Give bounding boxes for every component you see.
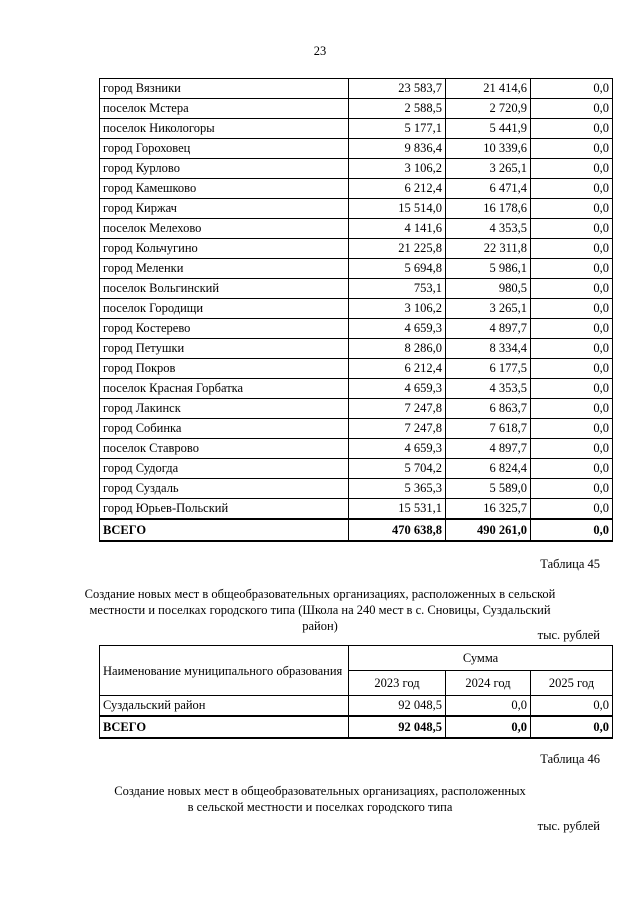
cell-value-2: 6 824,4 [446,459,531,479]
cell-value-3: 0,0 [531,239,613,259]
table-row [100,99,613,119]
table-row [100,359,613,379]
table-row [100,179,613,199]
cell-value-1: 4 141,6 [349,219,446,239]
cell-value-3: 0,0 [531,219,613,239]
header-year-2024: 2024 год [446,671,531,696]
cell-value-2: 4 897,7 [446,319,531,339]
table-row [100,419,613,439]
page-number: 23 [313,44,327,58]
table-row [100,219,613,239]
table-45-header-row [100,646,613,671]
cell-value-3: 0,0 [531,319,613,339]
table-row [100,459,613,479]
cell-value-1: 6 212,4 [349,359,446,379]
cell-value-3: 0,0 [531,696,613,717]
cell-name: город Собинка [100,419,349,439]
cell-value-3: 0,0 [531,359,613,379]
total-row [100,716,613,738]
cell-name: поселок Красная Горбатка [100,379,349,399]
cell-value-2: 6 863,7 [446,399,531,419]
cell-value-2: 5 589,0 [446,479,531,499]
cell-value-3: 0,0 [531,279,613,299]
cell-name: город Юрьев-Польский [100,499,349,520]
cell-name: город Курлово [100,159,349,179]
cell-value-1: 4 659,3 [349,379,446,399]
cell-name: город Судогда [100,459,349,479]
cell-value-1: 470 638,8 [349,519,446,541]
table-45-title [0,586,640,634]
cell-value-2: 0,0 [446,716,531,738]
total-row [100,519,613,541]
cell-value-2: 3 265,1 [446,159,531,179]
cell-value-1: 3 106,2 [349,159,446,179]
table-row [100,279,613,299]
cell-value-1: 92 048,5 [349,716,446,738]
header-municipality: Наименование муниципального образования [100,646,349,696]
cell-value-3: 0,0 [531,499,613,520]
table-45-unit: тыс. рублей [537,628,600,642]
cell-value-2: 22 311,8 [446,239,531,259]
header-year-2025: 2025 год [531,671,613,696]
cell-name: ВСЕГО [100,716,349,738]
cell-value-2: 7 618,7 [446,419,531,439]
table-row [100,139,613,159]
cell-value-1: 5 704,2 [349,459,446,479]
cell-value-2: 8 334,4 [446,339,531,359]
cell-value-2: 10 339,6 [446,139,531,159]
table-row [100,696,613,717]
cell-value-1: 6 212,4 [349,179,446,199]
cell-name: город Камешково [100,179,349,199]
cell-value-1: 4 659,3 [349,319,446,339]
cell-value-1: 8 286,0 [349,339,446,359]
cell-name: город Вязники [100,79,349,99]
table-46-label: Таблица 46 [540,752,600,766]
table-45-title-line-1: Создание новых мест в общеобразовательных организациях, расположенных в сельской [84,587,556,601]
cell-value-3: 0,0 [531,439,613,459]
cell-value-2: 6 471,4 [446,179,531,199]
table-row [100,259,613,279]
cell-value-1: 7 247,8 [349,419,446,439]
cell-value-3: 0,0 [531,159,613,179]
table-45-label: Таблица 45 [540,557,600,571]
cell-value-2: 490 261,0 [446,519,531,541]
table-row [100,499,613,520]
cell-name: Суздальский район [100,696,349,717]
cell-name: поселок Ставрово [100,439,349,459]
cell-value-2: 16 325,7 [446,499,531,520]
cell-value-3: 0,0 [531,259,613,279]
cell-value-1: 753,1 [349,279,446,299]
cell-name: город Петушки [100,339,349,359]
cell-value-3: 0,0 [531,99,613,119]
cell-value-1: 5 694,8 [349,259,446,279]
cell-value-3: 0,0 [531,119,613,139]
cell-name: поселок Вольгинский [100,279,349,299]
cell-name: город Кольчугино [100,239,349,259]
table-row [100,339,613,359]
cell-value-3: 0,0 [531,179,613,199]
cell-value-1: 7 247,8 [349,399,446,419]
cell-value-3: 0,0 [531,459,613,479]
cell-value-3: 0,0 [531,299,613,319]
table-row [100,79,613,99]
cell-name: поселок Мелехово [100,219,349,239]
cell-name: город Костерево [100,319,349,339]
table-row [100,479,613,499]
cell-value-1: 5 177,1 [349,119,446,139]
table-46-title-line-1: Создание новых мест в общеобразовательных организациях, расположенных [114,784,526,798]
table-row [100,379,613,399]
table-row [100,399,613,419]
cell-value-2: 5 986,1 [446,259,531,279]
cell-name: поселок Мстера [100,99,349,119]
table-row [100,199,613,219]
cell-value-1: 9 836,4 [349,139,446,159]
municipal-funding-table [99,78,613,542]
cell-value-1: 21 225,8 [349,239,446,259]
cell-value-2: 3 265,1 [446,299,531,319]
cell-value-2: 4 353,5 [446,379,531,399]
table-45 [99,645,613,739]
cell-value-1: 15 514,0 [349,199,446,219]
cell-name: город Киржач [100,199,349,219]
cell-value-3: 0,0 [531,339,613,359]
table-row [100,119,613,139]
cell-value-2: 5 441,9 [446,119,531,139]
cell-value-2: 4 897,7 [446,439,531,459]
cell-value-2: 4 353,5 [446,219,531,239]
table-row [100,319,613,339]
cell-value-1: 4 659,3 [349,439,446,459]
header-sum: Сумма [349,646,613,671]
table-row [100,299,613,319]
cell-value-2: 980,5 [446,279,531,299]
header-year-2023: 2023 год [349,671,446,696]
cell-value-1: 3 106,2 [349,299,446,319]
cell-name: город Лакинск [100,399,349,419]
table-45-title-line-2: местности и поселках городского типа (Школа на 240 мест в с. Сновицы, Суздальский [89,603,551,617]
cell-name: город Покров [100,359,349,379]
cell-value-1: 15 531,1 [349,499,446,520]
table-row [100,439,613,459]
cell-value-2: 2 720,9 [446,99,531,119]
cell-value-1: 92 048,5 [349,696,446,717]
cell-value-1: 2 588,5 [349,99,446,119]
cell-value-1: 5 365,3 [349,479,446,499]
cell-value-3: 0,0 [531,716,613,738]
cell-value-2: 6 177,5 [446,359,531,379]
cell-value-3: 0,0 [531,139,613,159]
table-46-title [0,783,640,815]
cell-name: город Суздаль [100,479,349,499]
table-row [100,239,613,259]
cell-value-3: 0,0 [531,419,613,439]
table-row [100,159,613,179]
table-46-title-line-2: в сельской местности и поселках городского типа [187,800,453,814]
cell-value-2: 21 414,6 [446,79,531,99]
cell-name: город Меленки [100,259,349,279]
cell-name: поселок Городищи [100,299,349,319]
cell-value-3: 0,0 [531,379,613,399]
cell-value-3: 0,0 [531,519,613,541]
cell-name: поселок Никологоры [100,119,349,139]
cell-name: город Гороховец [100,139,349,159]
table-45-title-line-3: район) [302,619,338,633]
cell-value-2: 16 178,6 [446,199,531,219]
cell-name: ВСЕГО [100,519,349,541]
cell-value-1: 23 583,7 [349,79,446,99]
cell-value-3: 0,0 [531,479,613,499]
cell-value-3: 0,0 [531,199,613,219]
table-46-unit: тыс. рублей [537,819,600,833]
cell-value-3: 0,0 [531,79,613,99]
cell-value-3: 0,0 [531,399,613,419]
cell-value-2: 0,0 [446,696,531,717]
